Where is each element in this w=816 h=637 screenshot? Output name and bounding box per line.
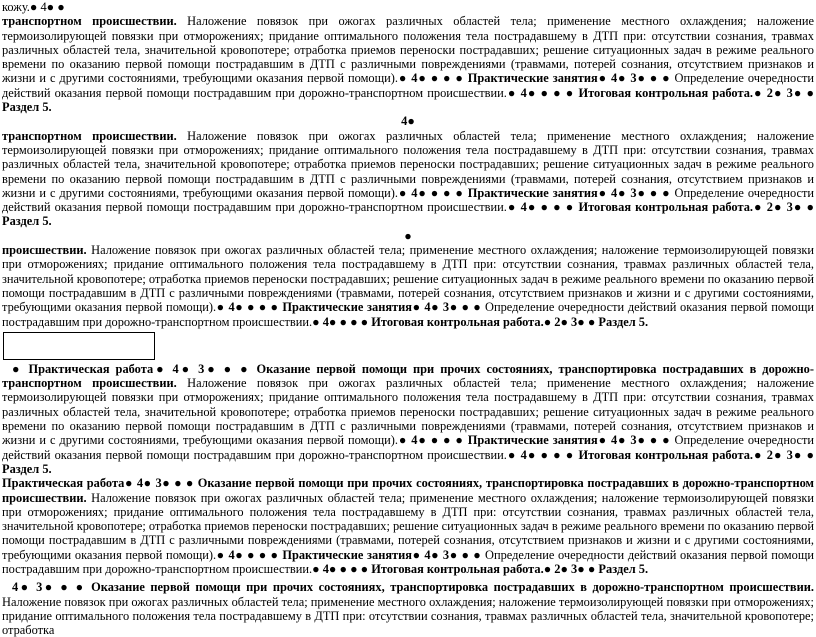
block-4-text-2: Определение очередности действий оказания первой помощи пострадавшим при дорожно-транспортном происшествии. (2, 433, 814, 462)
block-4-heading: ● Практическая работа● 4● 3● ● ● Оказание первой помощи при прочих состояниях, транспортировка пострадавших в дорожно-транспортном происшествии. (2, 361, 814, 391)
block-3-marks-3: ● 4● ● ● ● (312, 314, 369, 329)
block-1-marks-4: ● 2● 3● ● (753, 85, 814, 100)
block-4-text: Наложение повязок при ожогах различных областей тела; применение местного охлаждения; наложение термоизолирующей повязки при отморожениях; придание оптимального положения тела пострадавшему в ДТП при: отсутствии сознания, травмах различных областей тела, значительной кровопотере; отработка приемов переноски пострадавших; решение ситуационных задач в режиме реального времени по оказанию первой помощи пострадавшим в ДТП с различными повреждениями (травмами, потерей сознания, отсутствием признаков и жизни и с другими состояниями, требующими оказания первой помощи). (2, 376, 814, 448)
block-1-text: Наложение повязок при ожогах различных областей тела; применение местного охлаждения; наложение термоизолирующей повязки при отморожениях; придание оптимального положения тела пострадавшему в ДТП при: отсутствии сознания, травмах различных областей тела, значительной кровопотере; отработка приемов переноски пострадавших; решение ситуационных задач в режиме реального времени по оказанию первой помощи пострадавшим в ДТП с различными повреждениями (травмами, потерей сознания, отсутствием признаков и жизни и с другими состояниями, требующими оказания первой помощи). (2, 14, 814, 86)
block-2 (2, 129, 814, 229)
block-5-text-2: Определение очередности действий оказания первой помощи пострадавшим при дорожно-транспортном происшествии. (2, 547, 814, 576)
block-5-marks-3: ● 4● ● ● ● (312, 561, 369, 576)
block-1-section: Раздел 5. (2, 100, 52, 115)
block-4-marks-3: ● 4● ● ● ● (506, 447, 575, 462)
block-3-text-2: Определение очередности действий оказания первой помощи пострадавшим при дорожно-транспортном происшествии. (2, 300, 814, 329)
block-3-section: Раздел 5. (595, 314, 649, 329)
block-3 (2, 243, 814, 329)
block-4-marks-1: ● 4● ● ● ● (398, 433, 464, 448)
block-6-heading: 4● 3● ● ● Оказание первой помощи при прочих состояниях, транспортировка пострадавших в дорожно-транспортном происшествии. (12, 580, 814, 595)
block-6-text: Наложение повязок при ожогах различных областей тела; применение местного охлаждения; наложение термоизолирующей повязки при отморожениях; придание оптимального положения тела пострадавшему в ДТП при: отсутствии сознания, травмах различных областей тела, значительной кровопотере; отработка (2, 594, 814, 637)
block-5-marks-2: ● 4● 3● ● ● (411, 547, 482, 562)
block-1-practical: Практические занятия (463, 71, 598, 86)
line-top-text: кожу.● 4● ● (2, 0, 65, 14)
block-4-marks-4: ● 2● 3● ● (753, 447, 814, 462)
block-5-final: Итоговая контрольная работа. (368, 561, 544, 576)
block-3-text: Наложение повязок при ожогах различных областей тела; применение местного охлаждения; наложение термоизолирующей повязки при отморожениях; придание оптимального положения тела пострадавшему в ДТП при: отсутствии сознания, травмах различных областей тела, значительной кровопотере; отработка приемов переноски пострадавших; решение ситуационных задач в режиме реального времени по оказанию первой помощи пострадавшим в ДТП с различными повреждениями (травмами, потерей сознания, отсутствием признаков и жизни и с другими состояниями, требующими оказания первой помощи). (2, 243, 814, 315)
block-2-marks-3: ● 4● ● ● ● (506, 200, 575, 215)
block-4 (2, 362, 814, 476)
block-1-text-2: Определение очередности действий оказания первой помощи пострадавшим при дорожно-транспортном происшествии. (2, 71, 814, 100)
block-5-heading: Практическая работа● 4● 3● ● ● Оказание первой помощи при прочих состояниях, транспортировка пострадавших в дорожно-транспортном происшествии. (2, 476, 814, 505)
block-5-text: Наложение повязок при ожогах различных областей тела; применение местного охлаждения; наложение термоизолирующей повязки при отморожениях; придание оптимального положения тела пострадавшему в ДТП при: отсутствии сознания, травмах различных областей тела, значительной кровопотере; отработка приемов переноски пострадавших; решение ситуационных задач в режиме реального времени по оказанию первой помощи пострадавшим в ДТП с различными повреждениями (травмами, потерей сознания, отсутствием признаков и жизни и с другими состояниями, требующими оказания первой помощи). (2, 490, 814, 562)
center-mark-1-text: 4● (401, 114, 415, 129)
block-2-practical: Практические занятия (463, 185, 598, 200)
block-5-section: Раздел 5. (595, 561, 649, 576)
block-1-marks-1: ● 4● ● ● ● (398, 71, 464, 86)
block-2-marks-4: ● 2● 3● ● (753, 200, 814, 215)
block-6 (2, 580, 814, 637)
block-2-marks-2: ● 4● 3● ● ● (597, 185, 671, 200)
block-5-marks-4: ● 2● 3● ● (543, 561, 596, 576)
block-3-marks-1: ● 4● ● ● ● (216, 300, 279, 315)
block-5 (2, 476, 814, 576)
block-4-final: Итоговая контрольная работа. (574, 447, 753, 462)
block-5-marks-1: ● 4● ● ● ● (216, 547, 279, 562)
empty-frame (3, 332, 155, 360)
block-2-text-2: Определение очередности действий оказания первой помощи пострадавшим при дорожно-транспортном происшествии. (2, 185, 814, 215)
block-2-section: Раздел 5. (2, 214, 52, 229)
block-3-final: Итоговая контрольная работа. (368, 314, 544, 329)
block-1-lead: транспортном происшествии. (2, 14, 177, 29)
block-3-lead: происшествии. (2, 243, 87, 258)
block-1 (2, 14, 814, 114)
block-2-lead: транспортном происшествии. (2, 128, 177, 143)
block-2-text: Наложение повязок при ожогах различных областей тела; применение местного охлаждения; наложение термоизолирующей повязки при отморожениях; придание оптимального положения тела пострадавшему в ДТП при: отсутствии сознания, травмах различных областей тела, значительной кровопотере; отработка приемов переноски пострадавших; решение ситуационных задач в режиме реального времени по оказанию первой помощи пострадавшим в ДТП с различными повреждениями (травмами, потерей сознания, отсутствием признаков и жизни и с другими состояниями, требующими оказания первой помощи). (2, 128, 814, 200)
block-4-practical: Практические занятия (463, 433, 598, 448)
block-5-practical: Практические занятия (278, 547, 412, 562)
block-1-final: Итоговая контрольная работа. (574, 85, 753, 100)
block-4-section: Раздел 5. (2, 461, 52, 476)
block-3-marks-4: ● 2● 3● ● (543, 314, 596, 329)
line-top (2, 0, 814, 14)
block-4-marks-2: ● 4● 3● ● ● (597, 433, 671, 448)
block-3-practical: Практические занятия (278, 300, 412, 315)
block-1-marks-3: ● 4● ● ● ● (506, 85, 575, 100)
block-2-final: Итоговая контрольная работа. (574, 200, 753, 215)
block-3-marks-2: ● 4● 3● ● ● (411, 300, 482, 315)
block-2-marks-1: ● 4● ● ● ● (398, 185, 464, 200)
center-mark-2 (2, 229, 814, 243)
block-1-marks-2: ● 4● 3● ● ● (597, 71, 671, 86)
center-mark-2-text: ● (404, 228, 412, 243)
center-mark-1 (2, 114, 814, 128)
